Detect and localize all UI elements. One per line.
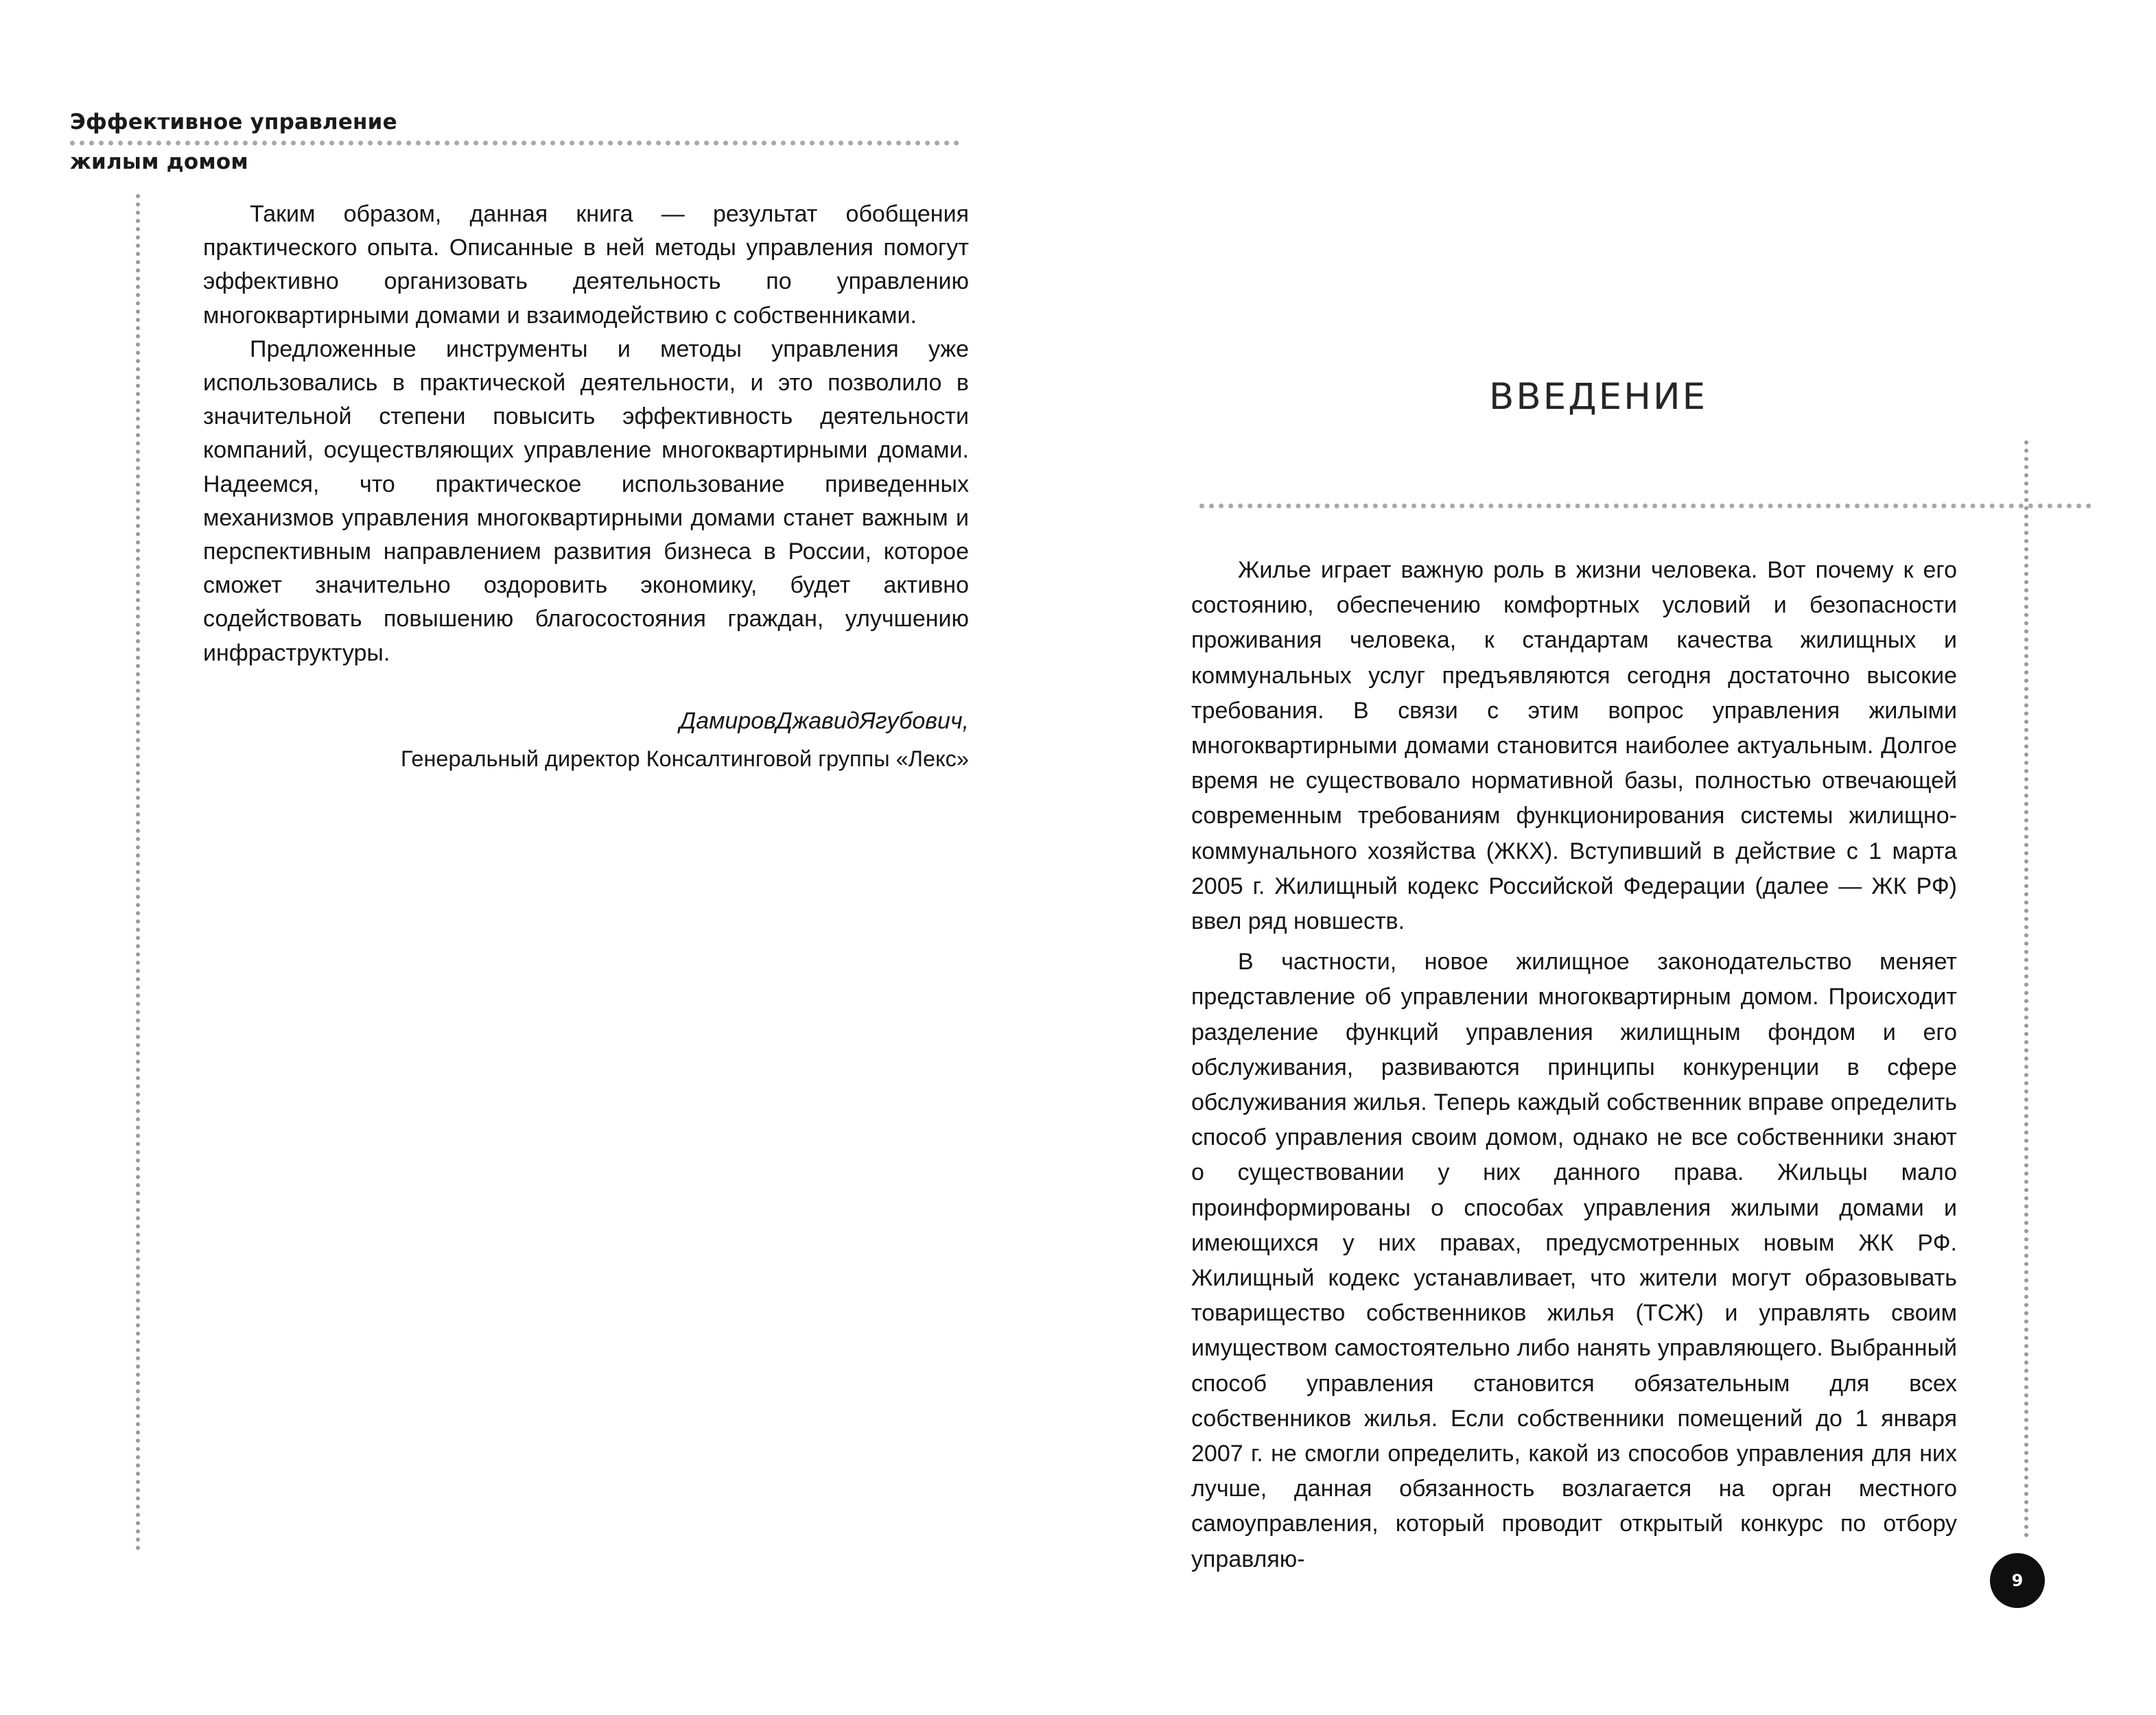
- right-paragraph-2: В частности, новое жилищное законодательство меняет представление об управлении многоквартирным домом. Происходит разделение функций управления жилищным фондом и его обслуживания, развиваются принципы конкуренции в сфере обслуживания жилья. Теперь каждый собственник вправе определить способ управления своим домом, однако не все собственники знают о существовании у них данного права. Жильцы мало проинформированы о способах управления жилыми домами и имеющихся у них правах, предусмотренных новым ЖК РФ. Жилищный кодекс устанавливает, что жители могут образовывать товарищество собственников жилья (ТСЖ) и управлять своим имуществом самостоятельно либо нанять управляющего. Выбранный способ управления становится обязательным для всех собственников жилья. Если собственники помещений до 1 января 2007 г. не смогли определить, какой из способов управления для них лучше, данная обязанность возлагается на орган местного самоуправления, который проводит открытый конкурс по отбору управляю-: [1191, 949, 1957, 1572]
- chapter-dotted-rule: [1199, 504, 2091, 508]
- left-paragraph-2: Предложенные инструменты и методы управления уже использовались в практической деятельности, и это позволило в значительной степени повысить эффективность деятельности компаний, осуществляющих управление многоквартирными домами. Надеемся, что практическое использование приведенных механизмов управления многоквартирными домами станет важным и перспективным направлением развития бизнеса в России, которое сможет значительно оздоровить экономику, будет активно содействовать повышению благосостояния граждан, улучшению инфраструктуры.: [203, 335, 969, 666]
- chapter-title: ВВЕДЕНИЕ: [1489, 376, 1708, 418]
- running-head-line-2: жилым домом: [70, 150, 248, 174]
- left-paragraph-1: Таким образом, данная книга — результат обобщения практического опыта. Описанные в ней методы управления помогут эффективно организовать деятельность по управлению многоквартирными домами и взаимодействию с собственниками.: [203, 201, 969, 329]
- signature-role: Генеральный директор Консалтинговой группы «Лекс»: [400, 746, 969, 771]
- right-margin-dotted-rule: [2024, 440, 2028, 1538]
- running-head-line-1: Эффективное управление: [70, 110, 397, 134]
- page-number-badge: 9: [1990, 1553, 2045, 1608]
- left-margin-dotted-rule: [136, 194, 140, 1551]
- running-head-dotted-rule: [70, 141, 959, 145]
- left-page-body: [203, 198, 969, 670]
- right-paragraph-1: Жилье играет важную роль в жизни человека. Вот почему к его состоянию, обеспечению комфортных условий и безопасности проживания человека, к стандартам качества жилищных и коммунальных услуг предъявляются сегодня достаточно высокие требования. В связи с этим вопрос управления жилыми многоквартирными домами становится наиболее актуальным. Долгое время не существовало нормативной базы, полностью отвечающей современным требованиям функционирования системы жилищно-коммунального хозяйства (ЖКХ). Вступивший в действие с 1 марта 2005 г. Жилищный кодекс Российской Федерации (далее — ЖК РФ) ввел ряд новшеств.: [1191, 557, 1957, 935]
- signature-name: ДамировДжавидЯгубович,: [679, 708, 969, 734]
- right-page-body: [1191, 553, 1957, 1583]
